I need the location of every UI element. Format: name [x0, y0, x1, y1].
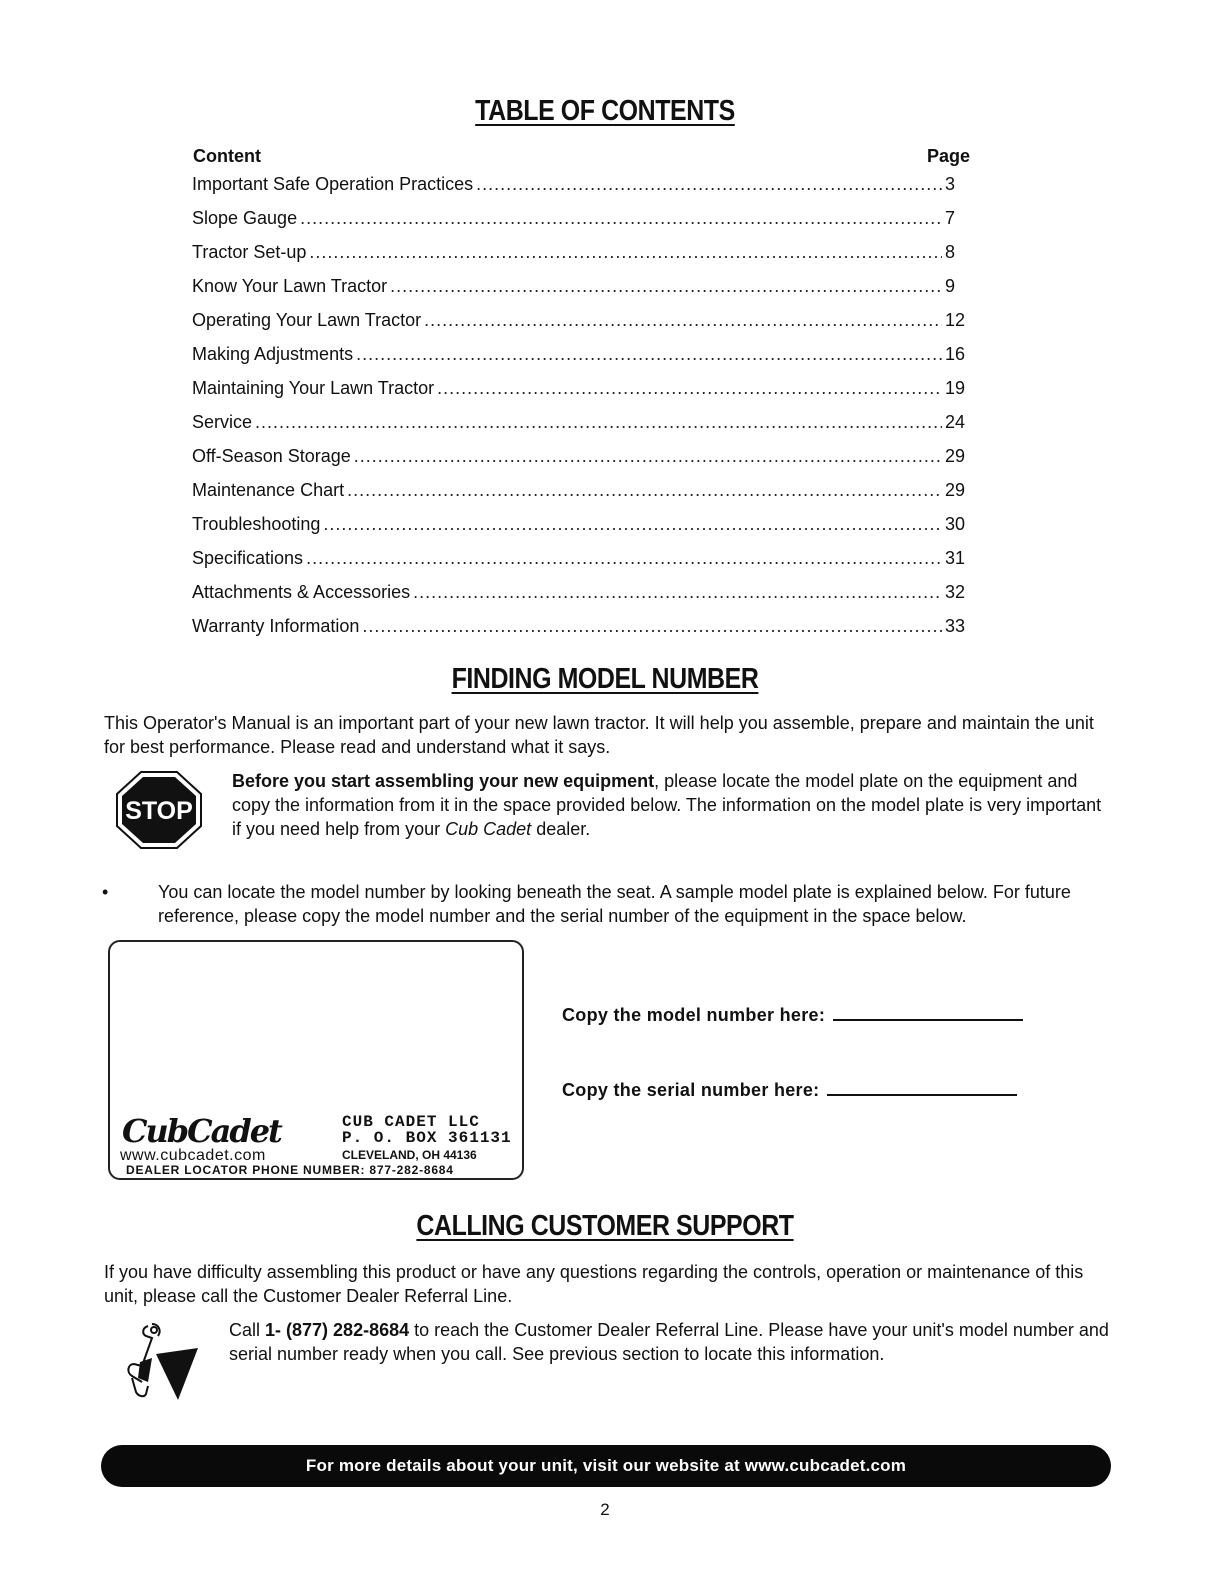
toc-dot-leader [356, 344, 942, 365]
toc-entry-page: 3 [945, 174, 956, 194]
stop-instruction-part1: , please locate the model plate on the equipment and copy the information from it in the space provided below. The information on the model plate is very important if you need help from your [232, 771, 1102, 839]
serial-number-blank [827, 1093, 1017, 1096]
toc-entry [192, 344, 971, 378]
toc-entry-label: Attachments & Accessories [192, 582, 411, 602]
toc-entry [192, 616, 971, 650]
cub-cadet-logo: CubCadet [122, 1112, 281, 1150]
call-instruction-text [229, 1318, 1119, 1366]
toc-entry-page: 19 [945, 378, 966, 398]
toc-entry-label: Important Safe Operation Practices [192, 174, 474, 194]
toc-dot-leader [476, 174, 942, 195]
toc-title: TABLE OF CONTENTS [475, 95, 735, 127]
toc-entry [192, 548, 971, 582]
support-section-title: CALLING CUSTOMER SUPPORT [416, 1210, 794, 1242]
model-section-title: FINDING MODEL NUMBER [451, 663, 759, 695]
toc-dot-leader [354, 446, 942, 467]
locate-model-text: You can locate the model number by looking beneath the seat. A sample model plate is explained below. For future reference, please copy the model number and the serial number of the equipment in the space below. [158, 882, 1071, 926]
toc-entry-page: 9 [945, 276, 956, 296]
toc-dot-leader [390, 276, 942, 297]
toc-entry [192, 480, 971, 514]
toc-entry [192, 378, 971, 412]
plate-company: CUB CADET LLC [342, 1113, 480, 1131]
stop-instruction-part2: dealer. [531, 819, 591, 839]
bullet-marker: • [102, 882, 109, 902]
stop-instruction-bold: Before you start assembling your new equipment [232, 771, 655, 791]
toc-entry-page: 30 [945, 514, 966, 534]
support-phone-number: 1- (877) 282-8684 [265, 1320, 410, 1340]
toc-entry-page: 8 [945, 242, 956, 262]
copy-serial-label: Copy the serial number here: [562, 1080, 820, 1100]
toc-list [192, 174, 971, 650]
toc-entry-label: Maintaining Your Lawn Tractor [192, 378, 435, 398]
stop-sign-label: STOP [125, 797, 193, 825]
support-intro-text: If you have difficulty assembling this product or have any questions regarding the controls, operation or maintenance of this unit, please call the Customer Dealer Referral Line. [104, 1262, 1084, 1306]
toc-entry-label: Know Your Lawn Tractor [192, 276, 388, 296]
toc-entry [192, 412, 971, 446]
toc-entry [192, 514, 971, 548]
model-intro-text: This Operator's Manual is an important part of your new lawn tractor. It will help you assemble, prepare and maintain the unit for best performance. Please read and understand what it says. [104, 713, 1094, 757]
toc-entry-page: 16 [945, 344, 966, 364]
toc-entry-page: 12 [945, 310, 966, 330]
toc-entry-page: 32 [945, 582, 966, 602]
model-plate-sample [108, 940, 524, 1180]
toc-entry [192, 208, 971, 242]
toc-entry-label: Slope Gauge [192, 208, 298, 228]
toc-dot-leader [413, 582, 942, 603]
copy-model-line [562, 1005, 1023, 1026]
toc-entry [192, 174, 971, 208]
plate-website: www.cubcadet.com [120, 1147, 266, 1164]
toc-entry-page: 29 [945, 446, 966, 466]
toc-dot-leader [255, 412, 942, 433]
toc-entry-label: Tractor Set-up [192, 242, 307, 262]
plate-city: CLEVELAND, OH 44136 [342, 1148, 477, 1162]
toc-dot-leader [309, 242, 942, 263]
page-number: 2 [600, 1500, 610, 1519]
toc-entry [192, 242, 971, 276]
toc-entry-label: Making Adjustments [192, 344, 354, 364]
toc-entry-label: Service [192, 412, 253, 432]
toc-dot-leader [362, 616, 942, 637]
toc-dot-leader [323, 514, 942, 535]
toc-entry-page: 7 [945, 208, 956, 228]
plate-dealer-phone: DEALER LOCATOR PHONE NUMBER: 877-282-8684 [126, 1163, 454, 1177]
stop-sign-icon [115, 770, 203, 850]
toc-entry [192, 310, 971, 344]
stop-instruction-brand: Cub Cadet [445, 819, 532, 839]
call-suffix: to reach the Customer Dealer Referral Line. Please have your unit's model number and serial number ready when you call. See previous section to locate this information. [229, 1320, 1109, 1364]
toc-entry-page: 33 [945, 616, 966, 636]
toc-entry-label: Off-Season Storage [192, 446, 351, 466]
stop-instruction-text [232, 769, 1102, 841]
call-prefix: Call [229, 1320, 266, 1340]
toc-entry [192, 276, 971, 310]
toc-dot-leader [424, 310, 942, 331]
toc-entry-label: Troubleshooting [192, 514, 321, 534]
copy-serial-line [562, 1080, 1017, 1101]
website-footer-banner: For more details about your unit, visit our website at www.cubcadet.com [101, 1445, 1111, 1487]
toc-entry-label: Warranty Information [192, 616, 360, 636]
toc-entry-page: 24 [945, 412, 966, 432]
toc-dot-leader [437, 378, 942, 399]
toc-column-page: Page [926, 146, 970, 166]
toc-entry [192, 446, 971, 480]
toc-dot-leader [300, 208, 942, 229]
toc-entry [192, 582, 971, 616]
telephone-icon [112, 1318, 198, 1404]
toc-entry-label: Maintenance Chart [192, 480, 345, 500]
copy-model-label: Copy the model number here: [562, 1005, 826, 1025]
toc-dot-leader [306, 548, 942, 569]
toc-entry-page: 31 [945, 548, 966, 568]
toc-dot-leader [347, 480, 942, 501]
model-number-blank [833, 1018, 1023, 1021]
toc-entry-label: Specifications [192, 548, 304, 568]
toc-entry-label: Operating Your Lawn Tractor [192, 310, 422, 330]
toc-column-content: Content [193, 146, 261, 166]
plate-po-box: P. O. BOX 361131 [342, 1129, 512, 1147]
toc-entry-page: 29 [945, 480, 966, 500]
